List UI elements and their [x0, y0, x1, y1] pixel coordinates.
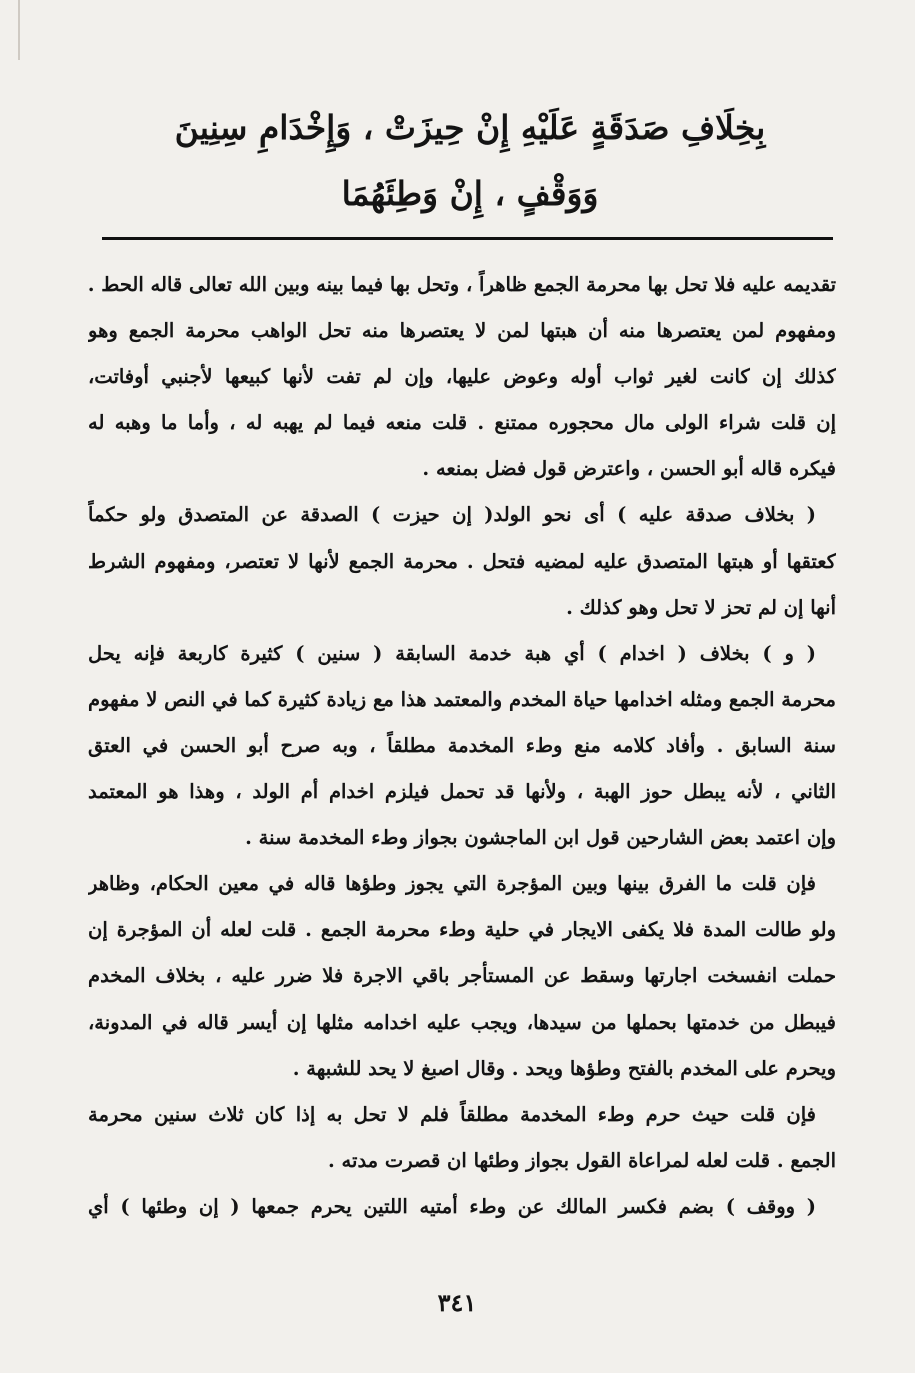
scan-edge-mark: [18, 0, 20, 60]
text-line: فإن قلت حيث حرم وطء المخدمة مطلقاً فلم لا تحل به إذا كان ثلاث سنين محرمة: [88, 1102, 816, 1126]
separator-rule: [102, 237, 833, 240]
text-line: أنها إن لم تحز لا تحل وهو كذلك .: [566, 595, 836, 619]
text-line: ويحرم على المخدم بالفتح وطؤها ويحد . وقال اصبغ لا يحد للشبهة .: [292, 1056, 836, 1080]
text-line: محرمة الجمع ومثله اخدامها حياة المخدم والمعتمد هذا مع زيادة كثيرة كما في النص لا مفهوم: [88, 687, 836, 711]
text-line: ولو طالت المدة فلا يكفى الايجار في حلية وطء محرمة الجمع . قلت لعله أن المؤجرة إن: [88, 918, 836, 942]
text-line: كذلك إن كانت لغير ثواب أوله وعوض عليها، وإن لم تفت لأنها كبيعها لأجنبي أوفاتت،: [88, 365, 836, 389]
text-line: إن قلت شراء الولى مال محجوره ممتنع . قلت منعه فيما لم يهبه له ، وأما ما وهبه له: [88, 411, 836, 435]
text-line: حملت انفسخت اجارتها وسقط عن المستأجر باقي الاجرة فلا ضرر عليه ، بخلاف المخدم: [88, 964, 836, 988]
text-line: تقديمه عليه فلا تحل بها محرمة الجمع ظاهراً ، وتحل بها فيما بينه وبين الله تعالى قاله الحط .: [88, 273, 836, 296]
commentary-body: [88, 262, 836, 1230]
text-line: ( ووقف ) بضم فكسر المالك عن وطء أمتيه اللتين يحرم جمعها ( إن وطئها ) أي: [88, 1194, 816, 1218]
text-line: الثاني ، لأنه يبطل حوز الهبة ، ولأنها قد تحمل فيلزم اخدام أم الولد ، وهذا هو المعتمد: [88, 780, 836, 804]
text-line: فيكره قاله أبو الحسن ، واعترض قول فضل بمنعه .: [422, 457, 836, 481]
text-line: ( و ) بخلاف ( اخدام ) أي هبة خدمة السابقة ( سنين ) كثيرة كاربعة فإنه يحل: [88, 641, 816, 665]
text-line: ومفهوم لمن يعتصرها منه أن هبتها لمن لا يعتصرها منه تحل الواهب محرمة الجمع وهو: [88, 319, 836, 343]
text-line: ( بخلاف صدقة عليه ) أى نحو الولد( إن حيزت ) الصدقة عن المتصدق ولو حكماً: [88, 503, 816, 527]
matn-verse-line-2: وَوَقْفٍ ، إِنْ وَطِئَهُمَا: [341, 174, 599, 213]
text-line: فإن قلت ما الفرق بينها وبين المؤجرة التي يجوز وطؤها قاله في معين الحكام، وظاهر: [88, 872, 816, 896]
text-line: فيبطل من خدمتها بحملها من سيدها، ويجب عليه اخدامه مثلها إن أيسر قاله في المدونة،: [88, 1010, 836, 1034]
text-line: سنة السابق . وأفاد كلامه منع وطء المخدمة مطلقاً ، وبه صرح أبو الحسن في العتق: [88, 733, 836, 757]
text-line: الجمع . قلت لعله لمراعاة القول بجواز وطئها ان قصرت مدته .: [327, 1148, 836, 1172]
matn-verse-line-1: بِخِلَافِ صَدَقَةٍ عَلَيْهِ إِنْ حِيزَتْ ، وَإِخْدَامِ سِنِينَ: [174, 108, 766, 147]
text-line: وإن اعتمد بعض الشارحين قول ابن الماجشون بجواز وطء المخدمة سنة .: [245, 826, 836, 850]
text-line: كعتقها أو هبتها المتصدق عليه لمضيه فتحل . محرمة الجمع لأنها لا تعتصر، ومفهوم الشرط: [88, 549, 836, 573]
page-number: ٣٤١: [437, 1288, 477, 1317]
